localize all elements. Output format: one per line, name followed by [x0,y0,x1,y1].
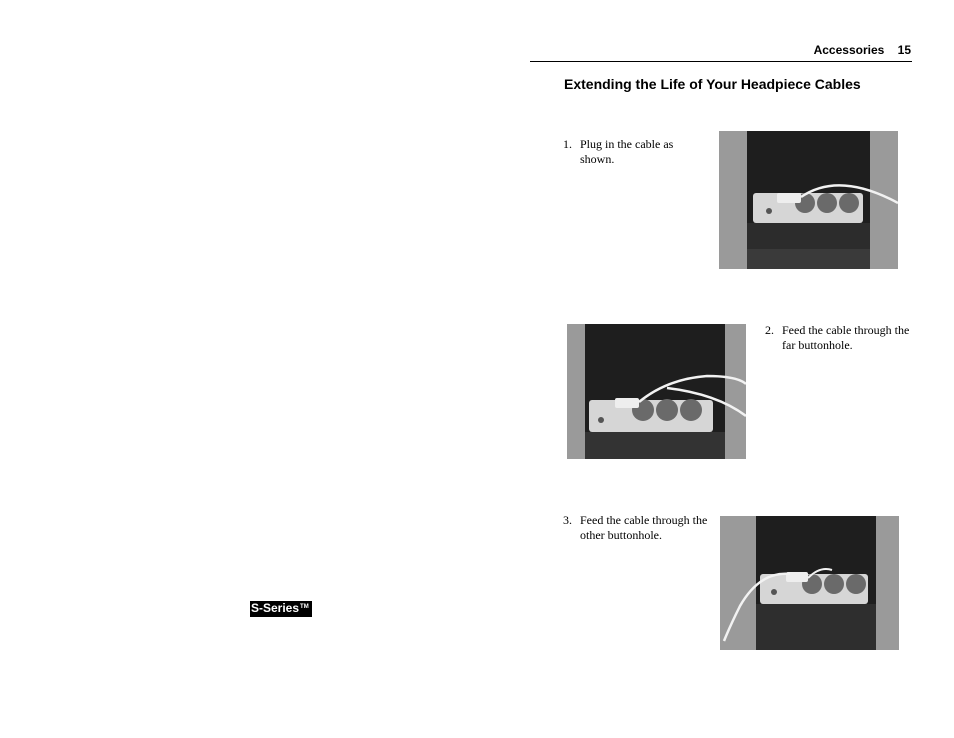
step-3 [563,513,713,543]
step-1 [563,137,703,167]
headpiece-cable-far-buttonhole-photo [567,324,746,459]
section-title: Extending the Life of Your Headpiece Cables [564,76,861,92]
step-2-photo [567,324,746,459]
header-rule [530,61,912,62]
header-section-title: Accessories [813,43,885,57]
trademark-mark: TM [300,604,309,610]
page-number: 15 [897,43,911,57]
page-header [814,43,911,57]
step-2 [765,323,915,353]
step-3-number: 3. [563,513,572,527]
step-1-number: 1. [563,137,572,151]
step-2-number: 2. [765,323,774,337]
brand-label: S-Series [251,601,300,615]
step-1-text: Plug in the cable as shown. [580,137,674,166]
step-3-photo [720,516,899,650]
step-3-text: Feed the cable through the other buttonhole. [580,513,708,542]
step-1-photo [719,131,898,269]
headpiece-cable-plugged-photo [719,131,898,269]
headpiece-cable-other-buttonhole-photo [720,516,899,650]
step-2-text: Feed the cable through the far buttonhole. [782,323,910,352]
s-series-brand-label [250,601,312,617]
